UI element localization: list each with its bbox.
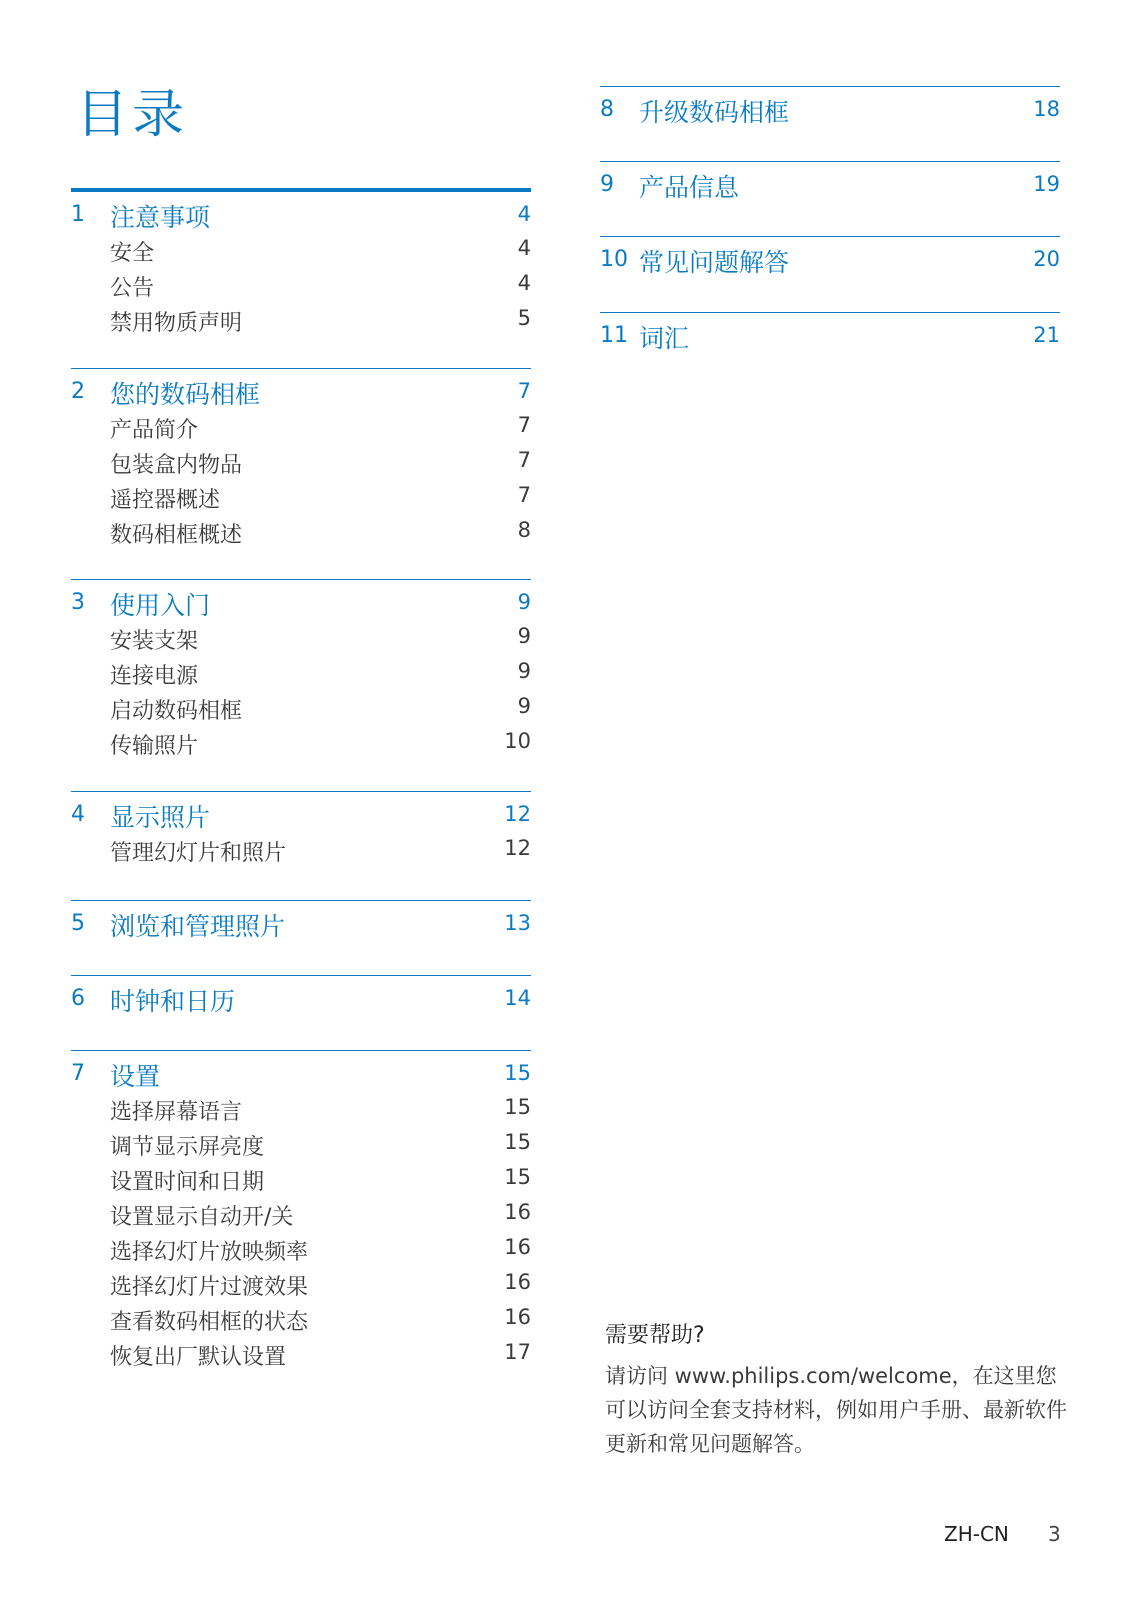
entry-title: 数码相框概述 [110, 523, 243, 548]
section-page: 12 [504, 802, 531, 826]
toc-entry-row[interactable] [71, 1336, 531, 1371]
entry-title: 包装盒内物品 [110, 453, 243, 478]
toc-heading-row[interactable] [71, 369, 531, 409]
entry-title: 传输照片 [110, 734, 199, 759]
toc-entry-row[interactable] [71, 232, 531, 267]
section-page: 18 [1033, 97, 1060, 121]
section-number: 2 [71, 379, 85, 404]
toc-entry-row[interactable] [71, 1301, 531, 1336]
section-title: 升级数码相框 [639, 98, 790, 127]
entry-title: 遥控器概述 [110, 488, 221, 513]
toc-entry-row[interactable] [71, 302, 531, 337]
toc-heading-row[interactable] [71, 792, 531, 832]
toc-entry-row[interactable] [71, 1161, 531, 1196]
toc-heading-row[interactable] [600, 313, 1060, 353]
toc-section-7 [71, 1050, 531, 1371]
toc-section-5 [71, 900, 531, 975]
help-title: 需要帮助? [605, 1323, 705, 1348]
entry-title: 产品简介 [110, 418, 199, 443]
section-number: 9 [600, 172, 614, 197]
page-title: 目录 [76, 85, 189, 145]
section-number: 5 [71, 911, 85, 936]
section-page: 21 [1033, 323, 1060, 347]
section-title: 产品信息 [639, 173, 740, 202]
entry-title: 启动数码相框 [110, 699, 243, 724]
toc-entry-row[interactable] [71, 655, 531, 690]
entry-title: 调节显示屏亮度 [110, 1135, 265, 1160]
section-number: 7 [71, 1061, 85, 1086]
toc-section-9 [600, 161, 1060, 236]
section-page: 13 [504, 911, 531, 935]
entry-title: 公告 [110, 276, 155, 301]
section-number: 10 [600, 247, 628, 272]
entry-title: 选择幻灯片放映频率 [110, 1240, 309, 1265]
toc-heading-row[interactable] [71, 901, 531, 941]
entry-page: 7 [517, 413, 531, 437]
entry-page: 15 [504, 1095, 531, 1119]
toc-heading-row[interactable] [71, 976, 531, 1016]
toc-entry-row[interactable] [71, 1091, 531, 1126]
entry-page: 9 [517, 624, 531, 648]
entry-title: 选择屏幕语言 [110, 1100, 243, 1125]
entry-page: 16 [504, 1270, 531, 1294]
help-box [605, 1318, 1075, 1461]
toc-entry-row[interactable] [71, 267, 531, 302]
toc-entry-row[interactable] [71, 832, 531, 867]
section-number: 11 [600, 323, 628, 348]
toc-entry-row[interactable] [71, 1231, 531, 1266]
entry-title: 设置时间和日期 [110, 1170, 265, 1195]
entry-title: 查看数码相框的状态 [110, 1310, 309, 1335]
entry-page: 16 [504, 1305, 531, 1329]
entry-page: 4 [517, 271, 531, 295]
toc-heading-row[interactable] [600, 237, 1060, 277]
section-number: 4 [71, 802, 85, 827]
entry-page: 5 [517, 306, 531, 330]
toc-right-column [600, 86, 1060, 373]
entry-page: 7 [517, 448, 531, 472]
section-title: 浏览和管理照片 [110, 912, 286, 941]
section-title: 常见问题解答 [639, 248, 790, 277]
toc-section-6 [71, 975, 531, 1050]
toc-heading-row[interactable] [71, 580, 531, 620]
entry-title: 设置显示自动开/关 [110, 1205, 294, 1230]
entry-page: 9 [517, 659, 531, 683]
toc-entry-row[interactable] [71, 444, 531, 479]
toc-heading-row[interactable] [71, 1051, 531, 1091]
toc-entry-row[interactable] [71, 514, 531, 549]
toc-entry-row[interactable] [71, 725, 531, 760]
section-number: 6 [71, 986, 85, 1011]
section-page: 4 [517, 202, 531, 226]
entry-page: 8 [517, 518, 531, 542]
section-title: 使用入门 [110, 591, 211, 620]
section-number: 1 [71, 202, 85, 227]
entry-page: 10 [504, 729, 531, 753]
toc-heading-row[interactable] [71, 192, 531, 232]
toc-heading-row[interactable] [600, 162, 1060, 202]
section-title: 显示照片 [110, 803, 211, 832]
footer-page-number: 3 [1048, 1522, 1061, 1546]
entry-page: 16 [504, 1235, 531, 1259]
section-number: 8 [600, 97, 614, 122]
section-page: 19 [1033, 172, 1060, 196]
help-text: 请访问 www.philips.com/welcome，在这里您可以访问全套支持材料，例如用户手册、最新软件更新和常见问题解答。 [605, 1364, 1067, 1456]
entry-page: 17 [504, 1340, 531, 1364]
toc-entry-row[interactable] [71, 620, 531, 655]
section-page: 14 [504, 986, 531, 1010]
toc-entry-row[interactable] [71, 1266, 531, 1301]
toc-entry-row[interactable] [71, 690, 531, 725]
entry-title: 禁用物质声明 [110, 311, 243, 336]
entry-page: 15 [504, 1130, 531, 1154]
toc-section-4 [71, 791, 531, 900]
section-title: 您的数码相框 [110, 380, 261, 409]
toc-left-column [71, 188, 531, 1371]
toc-entry-row[interactable] [71, 1196, 531, 1231]
entry-page: 12 [504, 836, 531, 860]
toc-entry-row[interactable] [71, 1126, 531, 1161]
toc-section-1 [71, 188, 531, 368]
toc-heading-row[interactable] [600, 87, 1060, 127]
entry-page: 4 [517, 236, 531, 260]
entry-title: 连接电源 [110, 664, 199, 689]
entry-title: 安全 [110, 241, 155, 266]
toc-section-8 [600, 86, 1060, 161]
entry-title: 选择幻灯片过渡效果 [110, 1275, 309, 1300]
section-page: 7 [517, 379, 531, 403]
toc-section-3 [71, 579, 531, 791]
section-number: 3 [71, 590, 85, 615]
section-page: 9 [517, 590, 531, 614]
entry-page: 7 [517, 483, 531, 507]
toc-entry-row[interactable] [71, 479, 531, 514]
entry-page: 15 [504, 1165, 531, 1189]
section-title: 时钟和日历 [110, 987, 236, 1016]
entry-title: 恢复出厂默认设置 [110, 1345, 287, 1370]
entry-title: 管理幻灯片和照片 [110, 841, 287, 866]
entry-title: 安装支架 [110, 629, 199, 654]
section-page: 15 [504, 1061, 531, 1085]
section-page: 20 [1033, 247, 1060, 271]
section-title: 词汇 [639, 324, 690, 353]
toc-entry-row[interactable] [71, 409, 531, 444]
toc-section-11 [600, 312, 1060, 373]
entry-page: 16 [504, 1200, 531, 1224]
section-title: 设置 [110, 1062, 161, 1091]
toc-section-10 [600, 236, 1060, 312]
footer-language-code: ZH-CN [944, 1522, 1009, 1546]
section-title: 注意事项 [110, 203, 211, 232]
toc-section-2 [71, 368, 531, 579]
entry-page: 9 [517, 694, 531, 718]
